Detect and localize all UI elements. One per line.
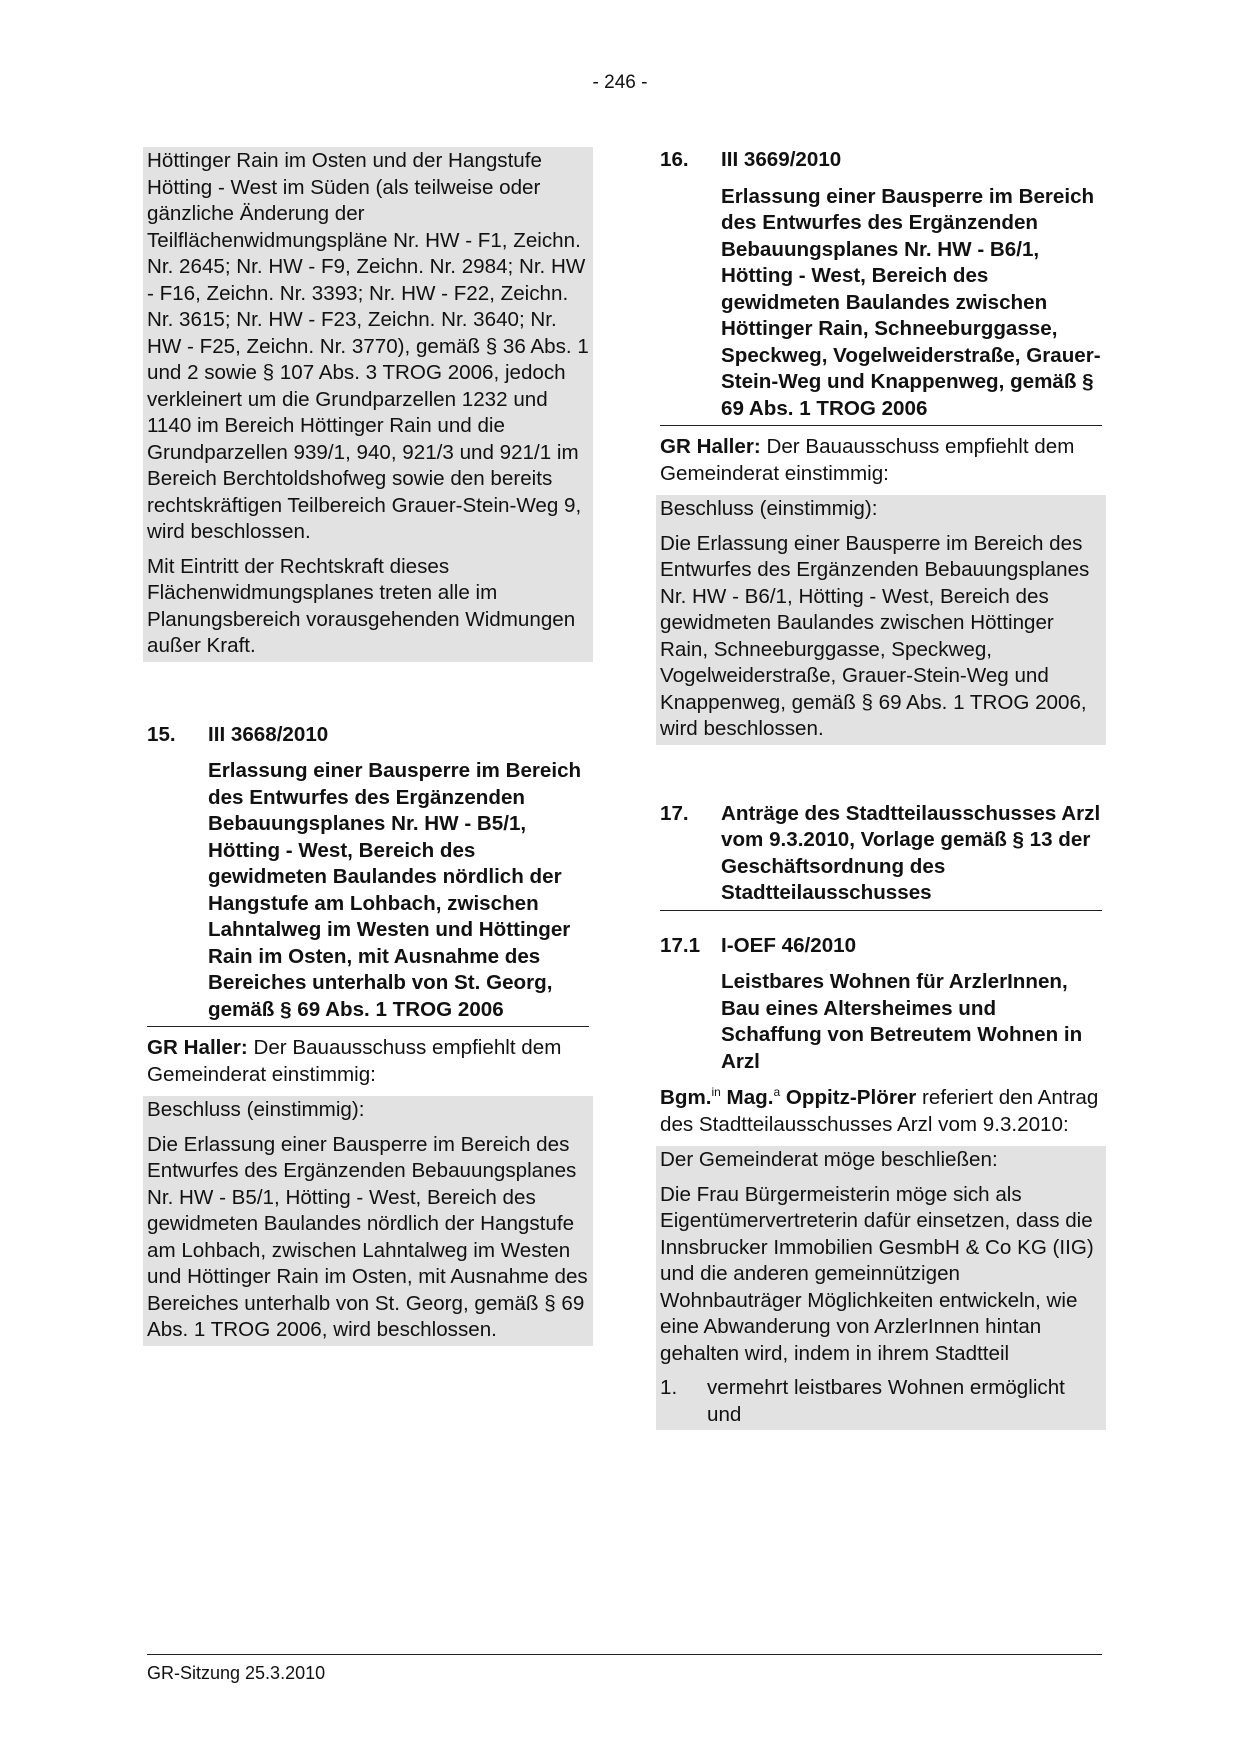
continued-paragraph-2: Mit Eintritt der Rechtskraft dieses Flächenwidmungsplanes treten alle im Planungsbereich vorausgehenden Widmungen außer Kraft. xyxy=(147,554,576,657)
continued-text-block xyxy=(143,147,593,662)
continued-paragraph-1: Höttinger Rain im Osten und der Hangstufe Hötting - West im Süden (als teilweise oder gänzliche Änderung der Teilflächenwidmungspläne Nr. HW - F1, Zeichn. Nr. 2645; Nr. HW - F9, Zeichn. Nr. 2984; Nr. HW - F16, Zeichn. Nr. 3393; Nr. HW - F22, Zeichn. Nr. 3615; Nr. HW - F23, Zeichn. Nr. 3640; Nr. HW - F25, Zeichn. Nr. 3770), gemäß § 36 Abs. 1 und 2 sowie § 107 Abs. 3 TROG 2006, jedoch verkleinert um die Grundparzellen 1232 und 1140 im Bereich Höttinger Rain und die Grundparzellen 939/1, 940, 921/3 und 921/1 im Bereich Berchtoldshofweg sowie den bereits rechtskräftigen Teilbereich Grauer-Stein-Weg 9, wird beschlossen. xyxy=(147,149,589,543)
item-16-decision-block xyxy=(656,495,1106,745)
item-17-1-motion-block xyxy=(656,1146,1106,1430)
item-16-speaker-text: Der Bauausschuss empfiehlt dem Gemeinderat einstimmig: xyxy=(660,435,1075,485)
item-16-header xyxy=(660,147,1102,426)
item-17-1-list-text: vermehrt leistbares Wohnen ermöglicht und xyxy=(707,1376,1065,1426)
item-17-1-speaker-text: referiert den Antrag des Stadtteilausschusses Arzl vom 9.3.2010: xyxy=(660,1086,1099,1136)
item-16-code: III 3669/2010 xyxy=(721,148,842,171)
left-column xyxy=(147,147,589,1346)
item-16-decision-text: Die Erlassung einer Bausperre im Bereich des Entwurfes des Ergänzenden Bebauungsplanes Nr. HW - B6/1, Hötting - West, Bereich des gewidmeten Baulandes zwischen Höttinger Rain, Schneeburggasse, Speckweg, Vogelweiderstraße, Grauer-Stein-Weg und Knappenweg, gemäß § 69 Abs. 1 TROG 2006, wird beschlossen. xyxy=(660,531,1090,740)
right-column xyxy=(660,147,1102,1430)
item-16-decision-label: Beschluss (einstimmig): xyxy=(660,497,878,520)
item-15-title: Erlassung einer Bausperre im Bereich des Entwurfes des Ergänzenden Bebauungsplanes Nr. HW - B5/1, Hötting - West, Bereich des gewidmeten Baulandes nördlich der Hangstufe am Lohbach, zwischen Lahntalweg im Westen und Höttinger Rain im Osten, mit Ausnahme des Bereiches unterhalb von St. Georg, gemäß § 69 Abs. 1 TROG 2006 xyxy=(208,759,582,1021)
item-16-number: 16. xyxy=(660,148,689,171)
item-17-1-title: Leistbares Wohnen für ArzlerInnen, Bau eines Altersheimes und Schaffung von Betreutem Wohnen in Arzl xyxy=(721,970,1083,1073)
page-number: - 246 - xyxy=(592,72,648,93)
item-15-code: III 3668/2010 xyxy=(208,722,329,746)
item-15-number: 15. xyxy=(147,722,176,746)
item-16-title: Erlassung einer Bausperre im Bereich des Entwurfes des Ergänzenden Bebauungsplanes Nr. HW - B6/1, Hötting - West, Bereich des gewidmeten Baulandes zwischen Höttinger Rain, Schneeburggasse, Speckweg, Vogelweiderstraße, Grauer-Stein-Weg und Knappenweg, gemäß § 69 Abs. 1 TROG 2006 xyxy=(721,184,1101,420)
item-15-speaker-line xyxy=(147,1035,589,1088)
item-15-decision-text: Die Erlassung einer Bausperre im Bereich des Entwurfes des Ergänzenden Bebauungsplanes Nr. HW - B5/1, Hötting - West, Bereich des gewidmeten Baulandes nördlich der Hangstufe am Lohbach, zwischen Lahntalweg im Westen und Höttinger Rain im Osten, mit Ausnahme des Bereiches unterhalb von St. Georg, gemäß § 69 Abs. 1 TROG 2006, wird beschlossen. xyxy=(147,1132,588,1341)
item-17-1-speaker-in: in xyxy=(711,1085,721,1100)
item-17-1-speaker-mag: Mag. xyxy=(720,1086,774,1109)
item-17-header xyxy=(660,801,1102,911)
item-15-decision-block xyxy=(143,1096,593,1346)
item-17-1-speaker-a: a xyxy=(773,1085,781,1100)
item-16-speaker: GR Haller: xyxy=(660,435,761,458)
item-17-1-speaker-line xyxy=(660,1085,1102,1138)
item-15-speaker: GR Haller: xyxy=(147,1036,248,1059)
item-15-speaker-text: Der Bauausschuss empfiehlt dem Gemeinderat einstimmig: xyxy=(147,1036,562,1086)
item-17-1-code: I-OEF 46/2010 xyxy=(721,933,857,957)
item-16-speaker-line xyxy=(660,434,1102,487)
item-17-title: Anträge des Stadtteilausschusses Arzl vom 9.3.2010, Vorlage gemäß § 13 der Geschäftsordnung des Stadtteilausschusses xyxy=(721,801,1101,904)
item-17-number: 17. xyxy=(660,801,689,825)
item-15-decision-label: Beschluss (einstimmig): xyxy=(147,1098,365,1121)
item-17-1-speaker-name: Oppitz-Plörer xyxy=(780,1086,917,1109)
item-17-1-header xyxy=(660,933,1102,960)
item-17-1-motion-label: Der Gemeinderat möge beschließen: xyxy=(660,1148,998,1171)
item-15-header xyxy=(147,722,589,1028)
item-17-1-list-number: 1. xyxy=(660,1376,678,1399)
footer: GR-Sitzung 25.3.2010 xyxy=(147,1654,1102,1684)
item-17-1-motion-text: Die Frau Bürgermeisterin möge sich als Eigentümervertreterin dafür einsetzen, dass die Innsbrucker Immobilien GesmbH & Co KG (IIG) und die anderen gemeinnützigen Wohnbauträger Möglichkeiten entwickeln, wie eine Abwanderung von ArzlerInnen hintan gehalten wird, indem in ihrem Stadtteil xyxy=(660,1182,1094,1365)
item-17-1-number: 17.1 xyxy=(660,933,701,957)
item-17-1-speaker-bgm: Bgm. xyxy=(660,1086,712,1109)
item-17-1-list-item xyxy=(660,1375,1102,1428)
